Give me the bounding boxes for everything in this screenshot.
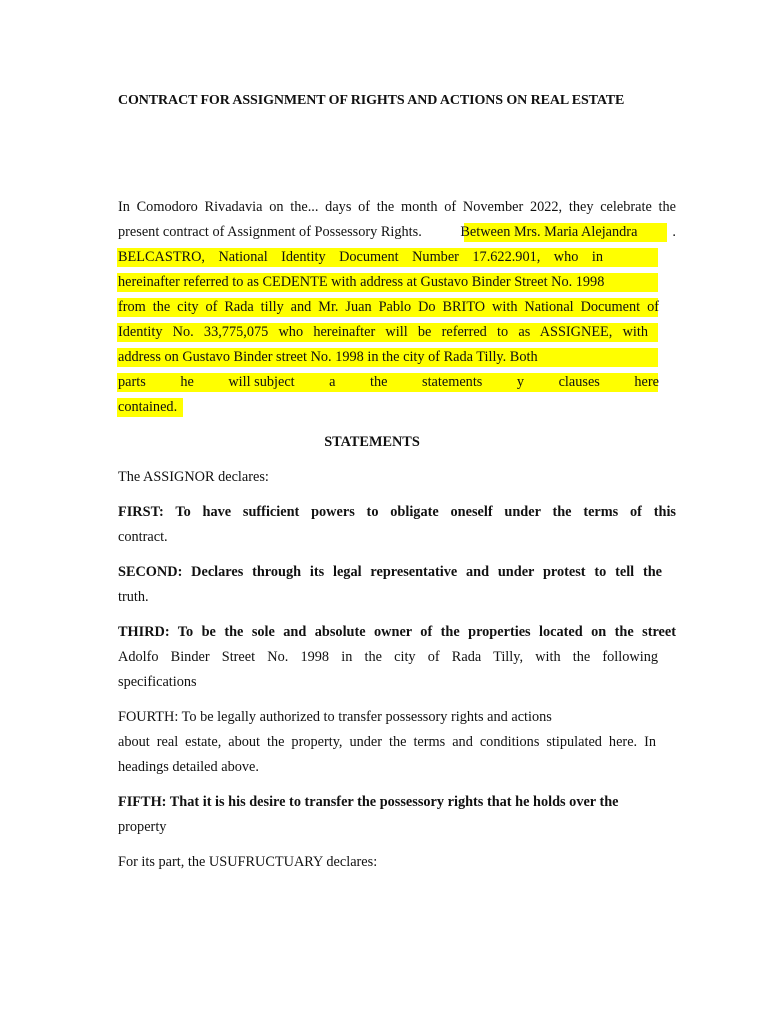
intro-word: he — [180, 374, 194, 390]
usufructuary-declares: For its part, the USUFRUCTUARY declares: — [118, 854, 378, 870]
first-clause-line — [118, 500, 676, 525]
intro-line: Identity No. 33,775,075 who hereinafter will be referred to as ASSIGNEE, with — [118, 324, 648, 340]
intro-word: y — [516, 374, 525, 390]
statements-heading: STATEMENTS — [324, 434, 420, 450]
fourth-clause-line: FOURTH: To be legally authorized to transfer possessory rights and actions — [118, 709, 552, 725]
intro-word: here — [634, 374, 659, 390]
second-clause-line: truth. — [118, 589, 149, 605]
third-clause-line — [118, 620, 676, 645]
first-clause-line: contract. — [118, 529, 168, 545]
intro-line: contained. — [118, 399, 178, 415]
second-clause-line — [118, 560, 662, 585]
intro-line: hereinafter referred to as CEDENTE with address at Gustavo Binder Street No. 1998 — [118, 274, 605, 290]
intro-line: address on Gustavo Binder street No. 1998 in the city of Rada Tilly. Both — [118, 349, 538, 365]
third-clause-line: specifications — [118, 674, 197, 690]
intro-word: will subject — [228, 374, 295, 390]
intro-text: present contract of Assignment of Possessory Rights. — [118, 224, 422, 240]
second-label: SECOND: — [118, 564, 183, 580]
intro-word: a — [329, 374, 336, 390]
intro-word: parts — [118, 374, 146, 390]
intro-text: . — [672, 224, 676, 240]
intro-line: from the city of Rada tilly and Mr. Juan Pablo Do BRITO with National Document of — [118, 299, 659, 315]
assignor-declares: The ASSIGNOR declares: — [118, 469, 269, 485]
intro-highlighted-text: Between Mrs. Maria Alejandra — [456, 224, 638, 240]
third-clause-line: Adolfo Binder Street No. 1998 in the city of Rada Tilly, with the following — [118, 649, 658, 665]
intro-word: statements — [422, 374, 483, 390]
second-text: Declares through its legal representative and under protest to tell the — [182, 564, 662, 580]
intro-line-spread — [118, 370, 659, 395]
fourth-clause-line: headings detailed above. — [118, 759, 259, 775]
intro-word: clauses — [558, 374, 600, 390]
intro-word: the — [370, 374, 388, 390]
intro-line — [118, 220, 676, 245]
fourth-clause-line: about real estate, about the property, under the terms and conditions stipulated here. In — [118, 734, 656, 750]
third-label: THIRD: — [118, 624, 170, 640]
first-label: FIRST: — [118, 504, 164, 520]
intro-line: In Comodoro Rivadavia on the... days of the month of November 2022, they celebrate the — [118, 199, 676, 215]
fifth-clause-line: FIFTH: That it is his desire to transfer the possessory rights that he holds over the — [118, 794, 619, 810]
first-text: To have sufficient powers to obligate oneself under the terms of this — [163, 504, 676, 520]
intro-line: BELCASTRO, National Identity Document Number 17.622.901, who in — [118, 249, 603, 265]
third-text: To be the sole and absolute owner of the properties located on the street — [169, 624, 676, 640]
document-title: CONTRACT FOR ASSIGNMENT OF RIGHTS AND ACTIONS ON REAL ESTATE — [118, 93, 625, 108]
fifth-clause-line: property — [118, 819, 167, 835]
